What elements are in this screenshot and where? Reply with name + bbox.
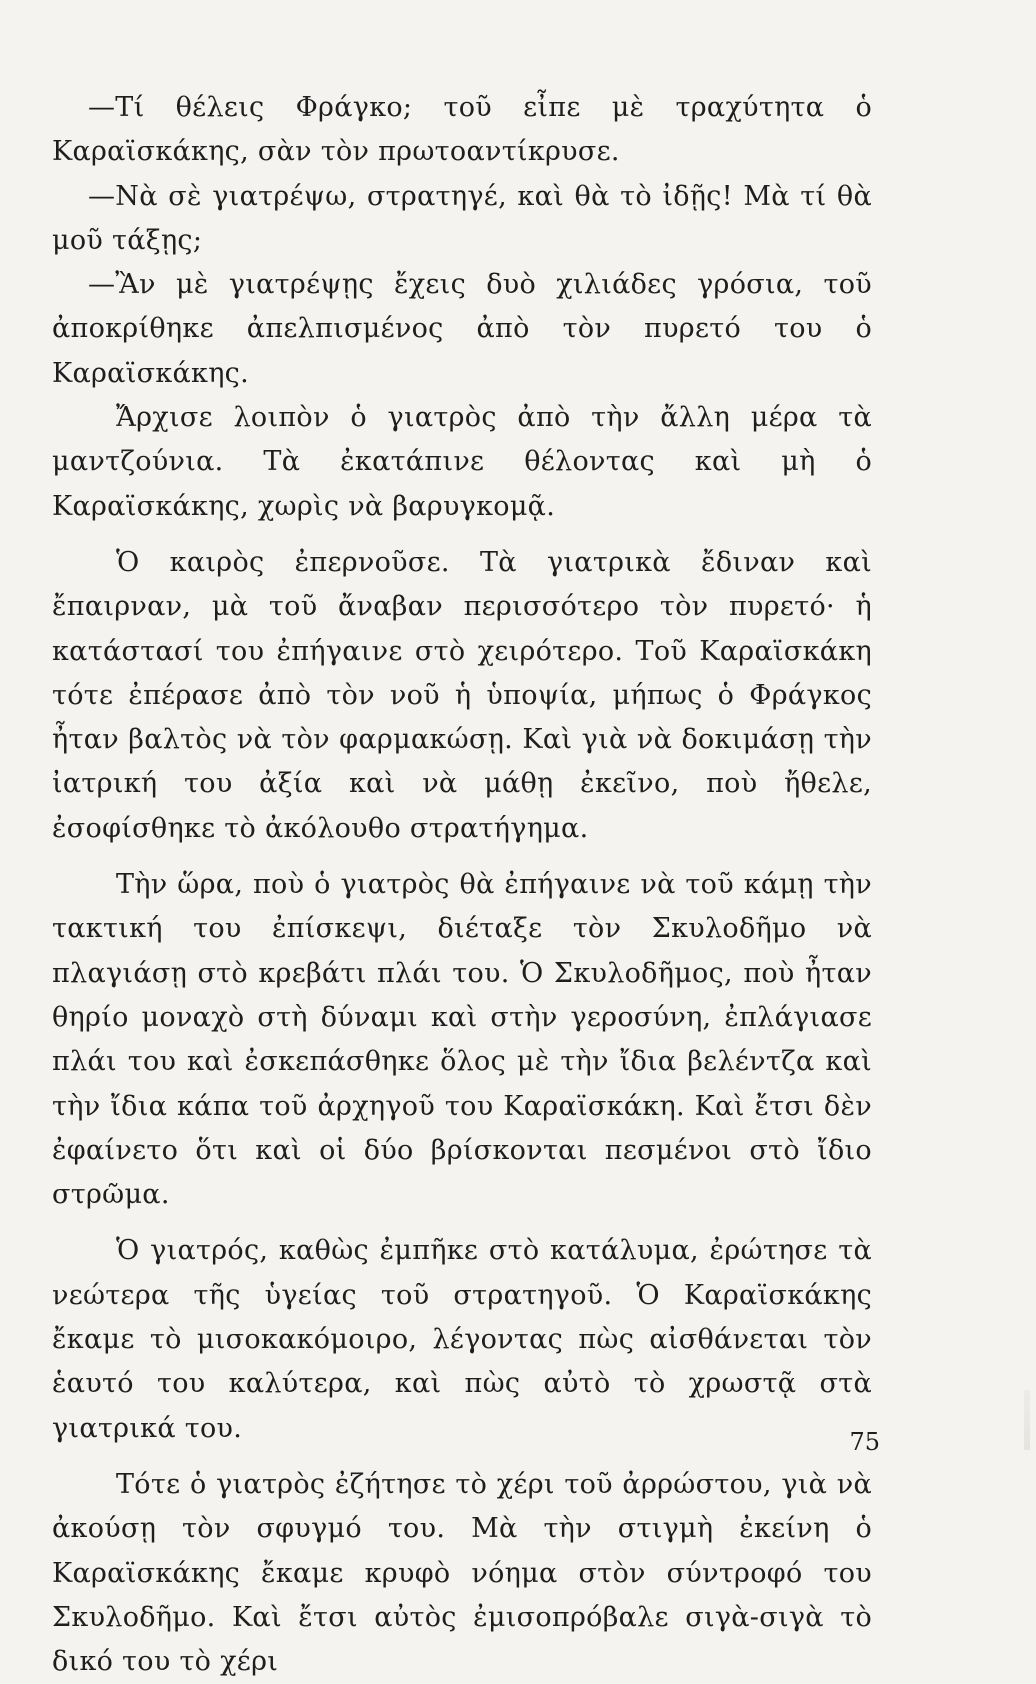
paragraph-4: Ἄρχισε λοιπὸν ὁ γιατρὸς ἀπὸ τὴν ἄλλη μέρα τὰ μαντζούνια. Τὰ ἐκατάπινε θέλοντας καὶ μὴ ὁ Καραϊσκάκης, χωρὶς νὰ βαρυγκομᾷ.	[52, 402, 872, 522]
paragraph-dialog-1: —Τί θέλεις Φράγκο; τοῦ εἶπε μὲ τραχύτητα ὁ Καραϊσκάκης, σὰν τὸν πρωτοαντίκρυσε.	[52, 92, 872, 168]
paragraph-8: Τότε ὁ γιατρὸς ἐζήτησε τὸ χέρι τοῦ ἀρρώστου, γιὰ νὰ ἀκούσῃ τὸν σφυγμό του. Μὰ τὴν στιγμὴ ἐκείνη ὁ Καραϊσκάκης ἔκαμε κρυφὸ νόημα στὸν σύντροφό του Σκυλοδῆμο. Καὶ ἔτσι αὐτὸς ἐμισοπρόβαλε σιγὰ-σιγὰ τὸ δικό του τὸ χέρι	[52, 1468, 872, 1678]
paragraph-dialog-3: —Ἂν μὲ γιατρέψῃς ἔχεις δυὸ χιλιάδες γρόσια, τοῦ ἀποκρίθηκε ἀπελπισμένος ἀπὸ τὸν πυρετό του ὁ Καραϊσκάκης.	[52, 269, 872, 389]
paragraph-6: Τὴν ὥρα, ποὺ ὁ γιατρὸς θὰ ἐπήγαινε νὰ τοῦ κάμῃ τὴν τακτική του ἐπίσκεψι, διέταξε τὸν Σκυλοδῆμο νὰ πλαγιάσῃ στὸ κρεβάτι πλάι του. Ὁ Σκυλοδῆμος, ποὺ ἦταν θηρίο μοναχὸ στὴ δύναμι καὶ στὴν γεροσύνη, ἐπλάγιασε πλάι του καὶ ἐσκεπάσθηκε ὅλος μὲ τὴν ἴδια βελέντζα καὶ τὴν ἴδια κάπα τοῦ ἀρχηγοῦ του Καραϊσκάκη. Καὶ ἔτσι δὲν ἐφαίνετο ὅτι καὶ οἱ δύο βρίσκονται πεσμένοι στὸ ἴδιο στρῶμα.	[52, 869, 872, 1211]
paragraph-7: Ὁ γιατρός, καθὼς ἐμπῆκε στὸ κατάλυμα, ἐρώτησε τὰ νεώτερα τῆς ὑγείας τοῦ στρατηγοῦ. Ὁ Καραϊσκάκης ἔκαμε τὸ μισοκακόμοιρο, λέγοντας πὼς αἰσθάνεται τὸν ἑαυτό του καλύτερα, καὶ πὼς αὐτὸ τὸ χρωστᾷ στὰ γιατρικά του.	[52, 1235, 872, 1444]
page-edge-shadow	[1024, 1390, 1030, 1450]
body-text	[52, 86, 872, 1684]
page-number: 75	[849, 1428, 880, 1456]
paragraph-dialog-2: —Νὰ σὲ γιατρέψω, στρατηγέ, καὶ θὰ τὸ ἰδῇς! Μὰ τί θὰ μοῦ τάξῃς;	[52, 180, 872, 256]
paragraph-5: Ὁ καιρὸς ἐπερνοῦσε. Τὰ γιατρικὰ ἔδιναν καὶ ἔπαιρναν, μὰ τοῦ ἄναβαν περισσότερο τὸν πυρετό· ἡ κατάστασί του ἐπήγαινε στὸ χειρότερο. Τοῦ Καραϊσκάκη τότε ἐπέρασε ἀπὸ τὸν νοῦ ἡ ὑποψία, μήπως ὁ Φράγκος ἦταν βαλτὸς νὰ τὸν φαρμακώσῃ. Καὶ γιὰ νὰ δοκιμάσῃ τὴν ἰατρική του ἀξία καὶ νὰ μάθῃ ἐκεῖνο, ποὺ ἤθελε, ἐσοφίσθηκε τὸ ἀκόλουθο στρατήγημα.	[52, 546, 872, 844]
